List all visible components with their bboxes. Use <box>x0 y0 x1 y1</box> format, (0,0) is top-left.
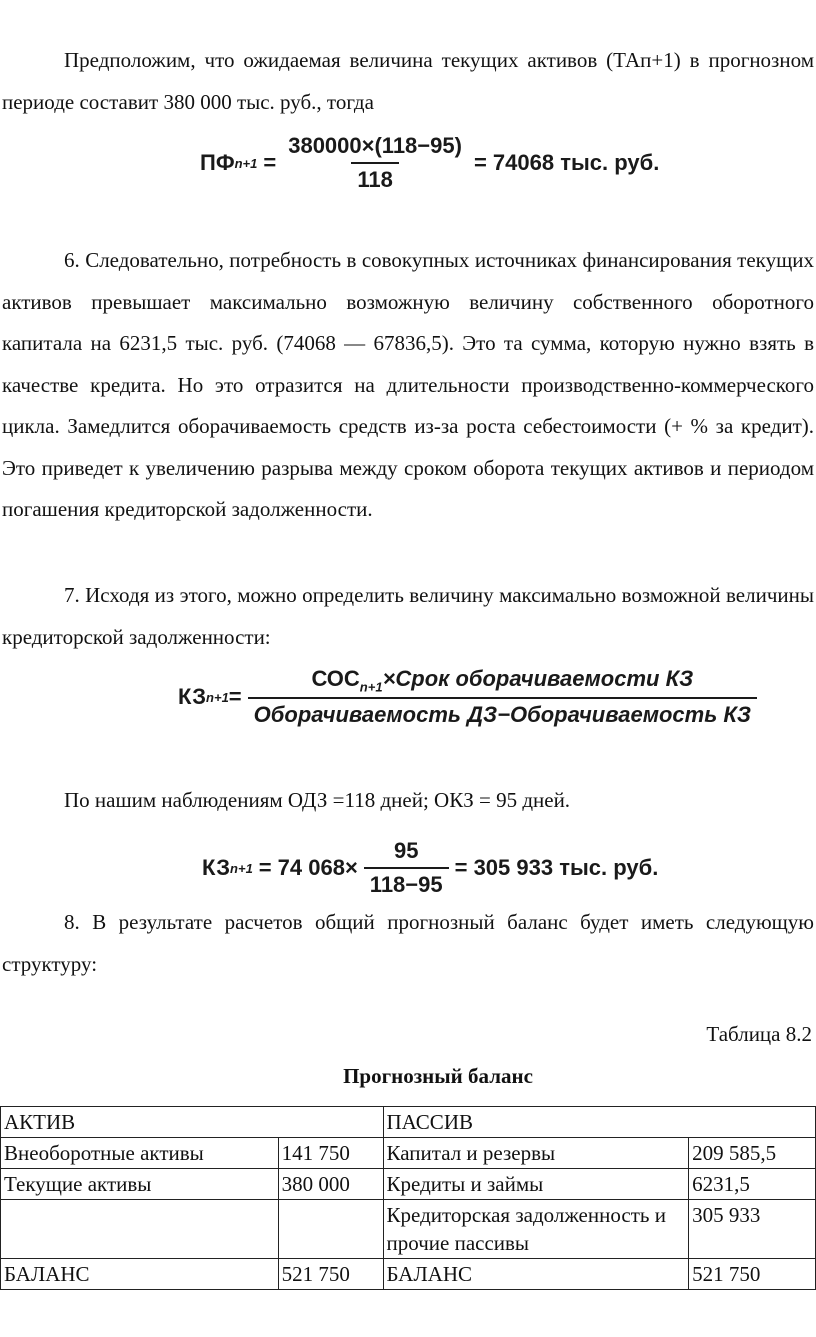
liability-total-value: 521 750 <box>689 1259 816 1290</box>
formula-pf-lhs: ПФ <box>200 150 235 175</box>
formula-kzv-fraction <box>364 838 449 898</box>
formula-kz-lhs-sub: n+1 <box>206 689 229 705</box>
table-header-row <box>1 1107 816 1138</box>
formula-pf <box>200 133 659 193</box>
formula-kzv-result: = 305 933 тыс. руб. <box>454 855 659 880</box>
liability-value: 6231,5 <box>689 1169 816 1200</box>
formula-kzv-denominator: 118−95 <box>364 867 449 898</box>
liability-label: Капитал и резервы <box>383 1138 689 1169</box>
table-total-row <box>1 1259 816 1290</box>
formula-pf-eq: = <box>263 150 277 175</box>
header-assets: АКТИВ <box>1 1107 384 1138</box>
paragraph-7: 7. Исходя из этого, можно определить величину максимально возможной величины кредиторской задолженности: <box>2 583 814 649</box>
table-caption: Таблица 8.2 <box>706 1022 812 1046</box>
formula-kz-lhs: КЗ <box>178 684 207 710</box>
formula-kz-fraction <box>248 666 757 728</box>
formula-kzv-numerator: 95 <box>393 838 419 863</box>
formula-kz-sos-sub: n+1 <box>359 679 383 695</box>
header-liabilities: ПАССИВ <box>383 1107 815 1138</box>
asset-value: 141 750 <box>278 1138 383 1169</box>
forecast-balance-table <box>0 1106 816 1290</box>
paragraph-observations: По нашим наблюдениям ОДЗ =118 дней; ОКЗ = 95 дней. <box>64 788 571 812</box>
table-row <box>1 1200 816 1259</box>
formula-kzv-factor: 74 068× <box>277 855 358 880</box>
paragraph-assumption: Предположим, что ожидаемая величина текущих активов (ТАп+1) в прогнозном периоде составит 380 000 тыс. руб., тогда <box>2 48 814 114</box>
formula-kz-numerator <box>305 666 699 697</box>
liability-label: Кредиторская задолженность и прочие пассивы <box>383 1200 689 1259</box>
formula-pf-fraction <box>282 133 468 193</box>
formula-kzv-lhs: КЗ <box>202 855 231 880</box>
formula-kzv-lhs-sub: n+1 <box>230 860 253 876</box>
formula-kz-value <box>202 838 658 898</box>
formula-kzv-eq: = <box>258 855 272 880</box>
asset-value <box>278 1200 383 1259</box>
formula-kz-term: ×Срок оборачиваемости КЗ <box>382 666 694 691</box>
liability-value: 209 585,5 <box>689 1138 816 1169</box>
formula-kz <box>178 666 763 728</box>
liability-label: Кредиты и займы <box>383 1169 689 1200</box>
asset-total-value: 521 750 <box>278 1259 383 1290</box>
liability-value: 305 933 <box>689 1200 816 1259</box>
formula-kz-eq: = <box>228 684 242 710</box>
formula-kz-denominator: Оборачиваемость ДЗ−Оборачиваемость КЗ <box>248 697 757 728</box>
paragraph-6: 6. Следовательно, потребность в совокупных источниках финансирования текущих активов превышает максимально возможную величину собственного оборотного капитала на 6231,5 тыс. руб. (74068 — 67836,5). Это та сумма, которую нужно взять в качестве кредита. Но это отразится на длительности производственно-коммерческого цикла. Замедлится оборачиваемость средств из-за роста себестоимости (+ % за кредит). Это приведет к увеличению разрыва между сроком оборота текущих активов и периодом погашения кредиторской задолженности. <box>2 248 814 521</box>
paragraph-8: 8. В результате расчетов общий прогнозный баланс будет иметь следующую структуру: <box>2 910 814 976</box>
table-title: Прогнозный баланс <box>343 1064 533 1088</box>
formula-pf-result: = 74068 тыс. руб. <box>473 150 660 175</box>
table-row <box>1 1169 816 1200</box>
liability-total-label: БАЛАНС <box>383 1259 689 1290</box>
table-row <box>1 1138 816 1169</box>
asset-value: 380 000 <box>278 1169 383 1200</box>
formula-pf-numerator: 380000×(118−95) <box>288 133 462 158</box>
formula-pf-denominator: 118 <box>351 162 399 193</box>
formula-pf-lhs-sub: n+1 <box>234 155 258 171</box>
formula-kz-sos: СОС <box>311 666 360 691</box>
asset-label: Внеоборотные активы <box>1 1138 279 1169</box>
asset-label: Текущие активы <box>1 1169 279 1200</box>
asset-total-label: БАЛАНС <box>1 1259 279 1290</box>
asset-label <box>1 1200 279 1259</box>
